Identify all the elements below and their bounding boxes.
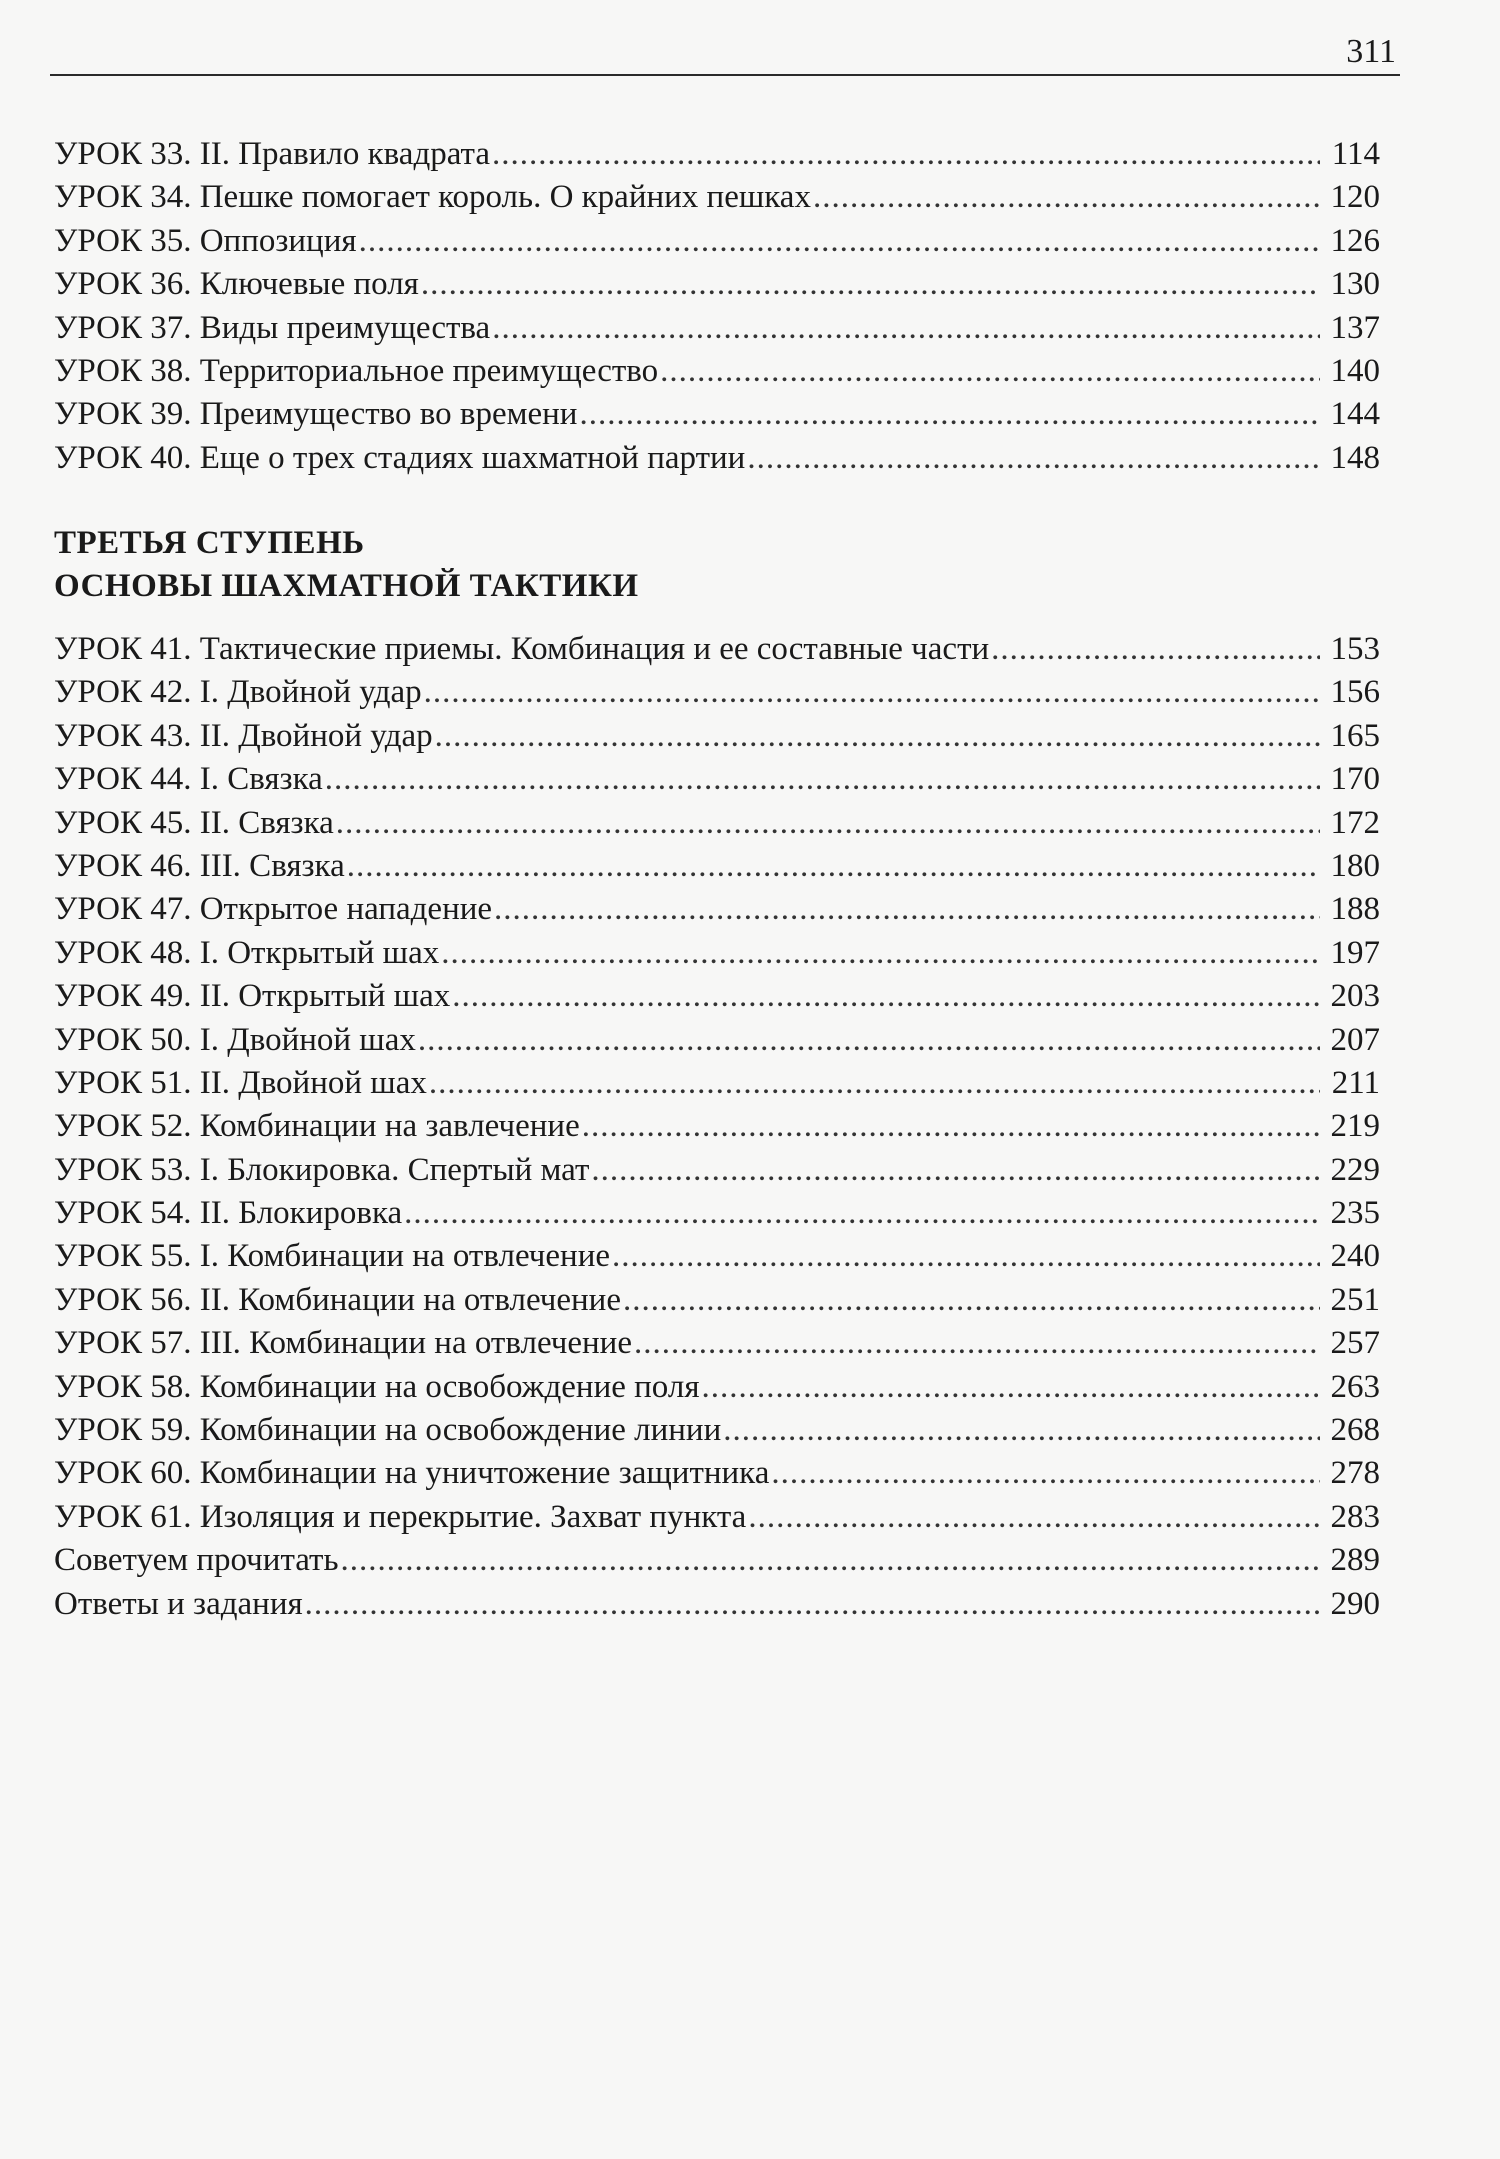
toc-entry-title: УРОК 39. Преимущество во времени: [54, 396, 578, 433]
toc-entry-title: УРОК 59. Комбинации на освобождение линии: [54, 1412, 722, 1449]
toc-entry-page: 153: [1330, 631, 1380, 667]
toc-entry: [54, 1409, 1380, 1452]
toc-entry: [54, 307, 1380, 350]
toc-entry-title: УРОК 40. Еще о трех стадиях шахматной партии: [54, 439, 746, 476]
toc-leader: [418, 1019, 1320, 1062]
toc-entry-page: 268: [1330, 1412, 1380, 1449]
toc-entry: [54, 1279, 1380, 1322]
toc-entry: [54, 1496, 1380, 1539]
toc-entry-page: 144: [1330, 396, 1380, 433]
toc-entry: [54, 437, 1380, 480]
header-rule: [50, 74, 1400, 76]
toc-entry-title: Советуем прочитать: [54, 1542, 339, 1579]
toc-leader: [612, 1235, 1320, 1278]
toc-entry-title: УРОК 38. Территориальное преимущество: [54, 352, 659, 389]
toc-entry-page: 140: [1330, 352, 1380, 389]
toc-leader: [723, 1409, 1320, 1452]
toc-entry-title: УРОК 58. Комбинации на освобождение поля: [54, 1368, 700, 1405]
toc-entry: [54, 350, 1380, 393]
toc-entry-page: 180: [1330, 847, 1380, 884]
toc-leader: [747, 437, 1320, 480]
toc-leader: [429, 1062, 1320, 1105]
toc-leader: [748, 1496, 1320, 1539]
toc-entry-page: 229: [1330, 1151, 1380, 1188]
toc-entry-page: 263: [1330, 1368, 1380, 1405]
toc-leader: [591, 1149, 1320, 1192]
toc-leader: [991, 628, 1320, 671]
toc-entry-page: 188: [1330, 891, 1380, 928]
toc-entry-title: УРОК 54. II. Блокировка: [54, 1195, 403, 1232]
toc-entry-title: УРОК 55. I. Комбинации на отвлечение: [54, 1238, 611, 1275]
toc-leader: [660, 350, 1320, 393]
toc-entry-title: УРОК 56. II. Комбинации на отвлечение: [54, 1281, 621, 1318]
toc-entry: [54, 1452, 1380, 1495]
toc-entry-title: УРОК 33. II. Правило квадрата: [54, 136, 491, 172]
toc-entry-page: 172: [1330, 804, 1380, 841]
toc-entry: [54, 802, 1380, 845]
toc-leader: [634, 1322, 1320, 1365]
toc-entry: [54, 1366, 1380, 1409]
toc-list-bottom: [54, 628, 1380, 1626]
toc-leader: [424, 671, 1320, 714]
section-heading-line1: ТРЕТЬЯ СТУПЕНЬ: [54, 525, 365, 561]
toc-entry: [54, 758, 1380, 801]
toc-entry-page: 165: [1330, 717, 1380, 754]
toc-entry-page: 207: [1330, 1021, 1380, 1058]
toc-entry-page: 148: [1330, 439, 1380, 476]
toc-leader: [325, 758, 1320, 801]
toc-entry-page: 197: [1330, 934, 1380, 971]
toc-entry: [54, 1105, 1380, 1148]
toc-leader: [579, 393, 1320, 436]
toc-entry: [54, 1019, 1380, 1062]
toc-entry-title: УРОК 46. III. Связка: [54, 847, 345, 884]
toc-leader: [305, 1583, 1320, 1626]
toc-entry: [54, 1322, 1380, 1365]
toc-entry: [54, 220, 1380, 263]
toc-list-top: [54, 133, 1380, 480]
toc-entry-page: 114: [1331, 136, 1380, 172]
toc-entry-title: УРОК 34. Пешке помогает король. О крайних пешках: [54, 179, 811, 216]
toc-entry: [54, 393, 1380, 436]
toc-leader: [702, 1366, 1321, 1409]
toc-entry: [54, 671, 1380, 714]
toc-entry: [54, 888, 1380, 931]
toc-entry-page: 170: [1330, 761, 1380, 798]
toc-entry-page: 290: [1330, 1585, 1380, 1622]
toc-leader: [341, 1539, 1320, 1582]
toc-entry-page: 278: [1330, 1455, 1380, 1492]
toc-entry-page: 137: [1330, 309, 1380, 346]
toc-entry-page: 257: [1330, 1325, 1380, 1362]
toc-entry-title: УРОК 51. II. Двойной шах: [54, 1064, 427, 1101]
toc-entry-title: УРОК 36. Ключевые поля: [54, 266, 419, 303]
toc-entry-page: 156: [1330, 674, 1380, 711]
toc-entry: [54, 1149, 1380, 1192]
toc-leader: [452, 975, 1320, 1018]
toc-entry-title: УРОК 57. III. Комбинации на отвлечение: [54, 1325, 632, 1362]
toc-entry-page: 211: [1331, 1064, 1380, 1101]
page-number: 311: [1346, 33, 1396, 70]
section-heading-line2: ОСНОВЫ ШАХМАТНОЙ ТАКТИКИ: [54, 568, 639, 604]
toc-entry: [54, 133, 1380, 176]
toc-entry-title: УРОК 45. II. Связка: [54, 804, 334, 841]
toc-entry: [54, 1062, 1380, 1105]
toc-entry-title: УРОК 44. I. Связка: [54, 761, 323, 798]
toc-leader: [347, 845, 1320, 888]
toc-leader: [771, 1452, 1320, 1495]
toc-entry-page: 289: [1330, 1542, 1380, 1579]
toc-entry-title: Ответы и задания: [54, 1585, 303, 1622]
toc-entry: [54, 975, 1380, 1018]
toc-entry-title: УРОК 48. I. Открытый шах: [54, 934, 440, 971]
toc-entry-title: УРОК 61. Изоляция и перекрытие. Захват пункта: [54, 1498, 747, 1535]
toc-leader: [623, 1279, 1320, 1322]
toc-entry-title: УРОК 41. Тактические приемы. Комбинация и ее составные части: [54, 631, 990, 667]
toc-entry-page: 283: [1330, 1498, 1380, 1535]
toc-entry: [54, 845, 1380, 888]
toc-leader: [435, 715, 1320, 758]
toc-entry-title: УРОК 35. Оппозиция: [54, 222, 357, 259]
toc-entry-page: 235: [1330, 1195, 1380, 1232]
toc-entry: [54, 628, 1380, 671]
toc-entry: [54, 715, 1380, 758]
toc-entry: [54, 176, 1380, 219]
toc-entry-title: УРОК 53. I. Блокировка. Спертый мат: [54, 1151, 590, 1188]
toc-leader: [404, 1192, 1320, 1235]
toc-entry-page: 240: [1330, 1238, 1380, 1275]
toc-leader: [421, 263, 1320, 306]
toc-entry-page: 126: [1330, 222, 1380, 259]
section-heading: [54, 522, 639, 608]
toc-entry-page: 120: [1330, 179, 1380, 216]
toc-leader: [494, 888, 1320, 931]
toc-leader: [813, 176, 1320, 219]
toc-entry-title: УРОК 37. Виды преимущества: [54, 309, 491, 346]
toc-leader: [359, 220, 1320, 263]
toc-entry-title: УРОК 52. Комбинации на завлечение: [54, 1108, 580, 1145]
toc-leader: [336, 802, 1320, 845]
toc-entry: [54, 932, 1380, 975]
toc-entry-title: УРОК 60. Комбинации на уничтожение защитника: [54, 1455, 770, 1492]
toc-entry-title: УРОК 50. I. Двойной шах: [54, 1021, 416, 1058]
toc-leader: [582, 1105, 1320, 1148]
toc-entry: [54, 263, 1380, 306]
toc-entry-title: УРОК 43. II. Двойной удар: [54, 717, 433, 754]
toc-leader: [492, 307, 1320, 350]
toc-entry-page: 203: [1330, 978, 1380, 1015]
toc-entry-page: 219: [1330, 1108, 1380, 1145]
toc-leader: [492, 133, 1320, 176]
toc-entry: [54, 1583, 1380, 1626]
toc-entry-title: УРОК 47. Открытое нападение: [54, 891, 493, 928]
toc-entry-page: 130: [1330, 266, 1380, 303]
toc-entry: [54, 1235, 1380, 1278]
toc-entry-title: УРОК 42. I. Двойной удар: [54, 674, 422, 711]
toc-entry-title: УРОК 49. II. Открытый шах: [54, 978, 451, 1015]
toc-leader: [441, 932, 1320, 975]
toc-entry: [54, 1192, 1380, 1235]
toc-entry-page: 251: [1330, 1281, 1380, 1318]
toc-entry: [54, 1539, 1380, 1582]
